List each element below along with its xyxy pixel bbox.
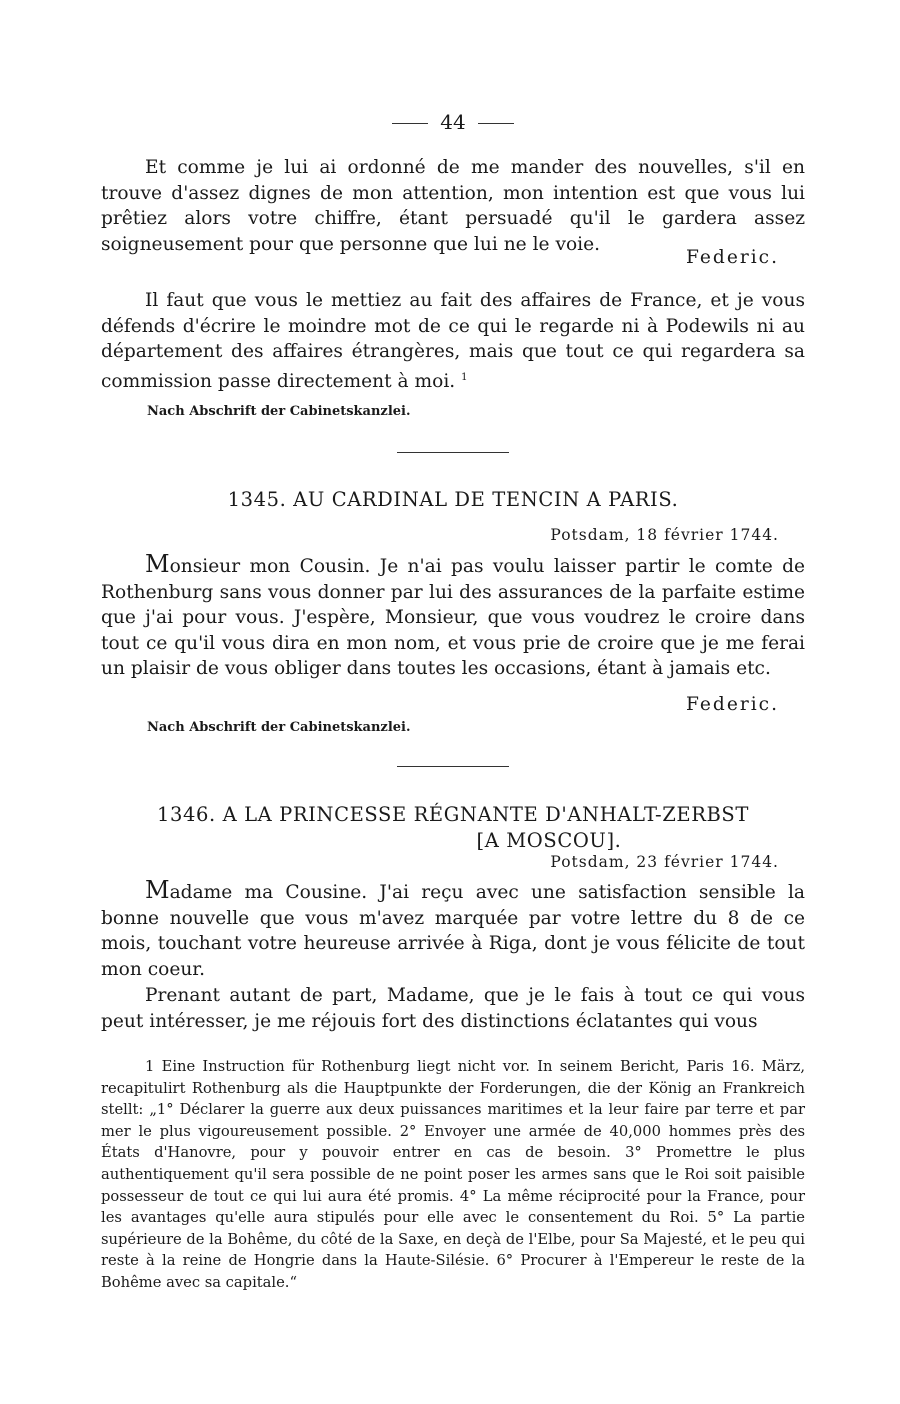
letter-1345-dropcap: M <box>145 550 170 578</box>
letter-1343-paragraph-1: Et comme je lui ai ordonné de me mander des nouvelles, s'il en trouve d'assez dignes de mon attention, mon intention est que vous lui prêtiez alors votre chiffre, étant persuadé qu'il le gardera assez soigneusement pour que personne que lui ne le voie. <box>101 157 805 255</box>
letter-1346-heading-line-2: [A MOSCOU]. <box>476 829 622 852</box>
letter-1343-source-note: Nach Abschrift der Cabinetskanzlei. <box>147 404 411 419</box>
letter-1346-paragraph-1: Madame ma Cousine. J'ai reçu avec une satisfaction sensible la bonne nouvelle que vous m'avez marquée par votre lettre du 8 de ce mois, touchant votre heureuse arrivée à Riga, dont je vous félicite de tout mon coeur. <box>101 876 805 980</box>
footnote-reference: 1 <box>461 371 468 383</box>
letter-1346-heading-line-1: 1346. A LA PRINCESSE RÉGNANTE D'ANHALT-ZERBST <box>156 803 750 826</box>
letter-1345-source-note: Nach Abschrift der Cabinetskanzlei. <box>147 720 411 735</box>
section-separator-1 <box>397 452 509 453</box>
letter-1345-place-date: Potsdam, 18 février 1744. <box>550 526 779 544</box>
page-number <box>101 110 805 134</box>
letter-1346-place-date: Potsdam, 23 février 1744. <box>550 853 779 871</box>
letter-1343-signature-1: Federic. <box>686 247 779 268</box>
page-number-rule-right <box>478 123 514 124</box>
footnote-1: 1 Eine Instruction für Rothenburg liegt nicht vor. In seinem Bericht, Paris 16. März, recapitulirt Rothenburg als die Hauptpunkte der Forderungen, die der König an Frankreich stellt: „1° Déclarer la guerre aux deux puissances maritimes et la leur faire par terre et par mer le plus vigoureusement possible. 2° Envoyer une armée de 40,000 hommes près des États d'Hanovre, pour y pouvoir entrer en cas de besoin. 3° Promettre le plus authentiquement qu'il sera possible de ne point poser les armes sans que le Roi soit paisible possesseur de tout ce qui lui aura été promis. 4° La même réciprocité pour la France, pour les avantages qu'elle aura stipulés pour elle avec le consentement du Roi. 5° La partie supérieure de la Bohême, du côté de la Saxe, en deçà de l'Elbe, pour Sa Majesté, et le peu qui reste à la reine de Hongrie dans la Haute-Silésie. 6° Procurer à l'Empereur le reste de la Bohême avec sa capitale.“ <box>101 1058 805 1291</box>
footnotes <box>101 1056 805 1294</box>
section-separator-2 <box>397 766 509 767</box>
letter-1345-body: Monsieur mon Cousin. Je n'ai pas voulu laisser partir le comte de Rothenburg sans vous donner par lui des assurances de la parfaite estime que j'ai pour vous. J'espère, Monsieur, que vous voudrez le croire dans tout ce qu'il vous dira en mon nom, et vous prie de croire que je me ferai un plaisir de vous obliger dans toutes les occasions, étant à jamais etc. <box>101 550 805 679</box>
letter-1345-signature: Federic. <box>686 694 779 715</box>
letter-1345-heading: 1345. AU CARDINAL DE TENCIN A PARIS. <box>227 488 679 511</box>
letter-1346-paragraph-2: Prenant autant de part, Madame, que je le fais à tout ce qui vous peut intéresser, je me réjouis fort des distinctions éclatantes qui vous <box>101 985 805 1032</box>
document-page <box>101 0 805 1404</box>
letter-1343-paragraph-2: Il faut que vous le mettiez au fait des affaires de France, et je vous défends d'écrire le moindre mot de ce qui le regarde ni à Podewils ni au département des affaires étrangères, mais que tout ce qui regardera sa commission passe directement à moi. $^1$ <box>101 290 805 392</box>
page-number-rule-left <box>392 123 428 124</box>
letter-1346-dropcap: M <box>145 876 170 904</box>
page-number-text: 44 <box>440 110 466 134</box>
